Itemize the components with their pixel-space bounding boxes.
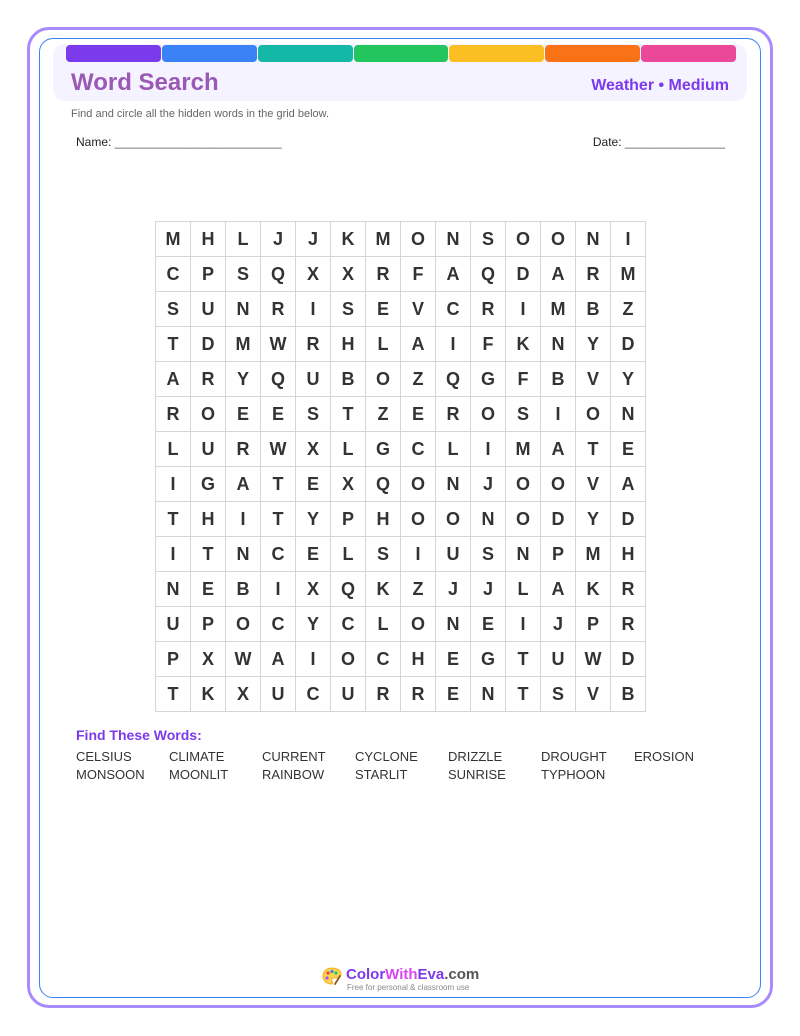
grid-cell[interactable]: E (296, 467, 331, 502)
grid-cell[interactable]: M (156, 222, 191, 257)
brand-tagline: Free for personal & classroom use (347, 983, 470, 992)
grid-cell[interactable]: I (156, 537, 191, 572)
grid-cell[interactable]: S (296, 397, 331, 432)
grid-cell[interactable]: Y (226, 362, 261, 397)
grid-cell[interactable]: I (156, 467, 191, 502)
color-bar-segment (641, 45, 736, 62)
grid-cell[interactable]: O (331, 642, 366, 677)
grid-cell[interactable]: B (611, 677, 646, 712)
grid-cell[interactable]: A (436, 257, 471, 292)
grid-cell[interactable]: D (506, 257, 541, 292)
grid-cell[interactable]: S (541, 677, 576, 712)
grid-cell[interactable]: R (611, 607, 646, 642)
grid-cell[interactable]: B (226, 572, 261, 607)
grid-cell[interactable]: L (331, 432, 366, 467)
grid-cell[interactable]: N (506, 537, 541, 572)
grid-cell[interactable]: C (261, 607, 296, 642)
brand-name: ColorWithEva.com (346, 966, 480, 983)
grid-cell[interactable]: Z (401, 572, 436, 607)
word-list-item: EROSION (634, 749, 694, 764)
grid-cell[interactable]: H (366, 502, 401, 537)
grid-cell[interactable]: T (156, 677, 191, 712)
grid-cell[interactable]: R (366, 677, 401, 712)
grid-cell[interactable]: Y (296, 607, 331, 642)
grid-cell[interactable]: B (541, 362, 576, 397)
color-bar-segment (66, 45, 161, 62)
grid-cell[interactable]: O (471, 397, 506, 432)
instructions-text: Find and circle all the hidden words in the grid below. (71, 108, 330, 120)
grid-cell[interactable]: N (611, 397, 646, 432)
grid-cell[interactable]: N (226, 292, 261, 327)
color-bar-segment (258, 45, 353, 62)
color-bar-segment (545, 45, 640, 62)
grid-cell[interactable]: C (296, 677, 331, 712)
grid-cell[interactable]: A (226, 467, 261, 502)
grid-cell[interactable]: K (191, 677, 226, 712)
grid-cell[interactable]: R (261, 292, 296, 327)
grid-cell[interactable]: J (471, 467, 506, 502)
grid-cell[interactable]: Z (401, 362, 436, 397)
name-blank-line[interactable]: _________________________ (114, 135, 282, 149)
grid-cell[interactable]: W (261, 327, 296, 362)
word-list-item: DROUGHT (541, 749, 607, 764)
grid-cell[interactable]: L (436, 432, 471, 467)
grid-cell[interactable]: R (191, 362, 226, 397)
name-field[interactable] (76, 135, 282, 149)
grid-cell[interactable]: X (226, 677, 261, 712)
grid-cell[interactable]: U (296, 362, 331, 397)
grid-cell[interactable]: Z (366, 397, 401, 432)
date-blank-line[interactable]: _______________ (624, 135, 725, 149)
grid-cell[interactable]: J (436, 572, 471, 607)
grid-cell[interactable]: H (191, 502, 226, 537)
grid-cell[interactable]: I (471, 432, 506, 467)
color-bar-segment (449, 45, 544, 62)
grid-cell[interactable]: U (191, 432, 226, 467)
grid-cell[interactable]: P (541, 537, 576, 572)
grid-cell[interactable]: P (576, 607, 611, 642)
grid-cell[interactable]: A (541, 572, 576, 607)
word-list-item: TYPHOON (541, 767, 606, 782)
grid-cell[interactable]: J (471, 572, 506, 607)
grid-cell[interactable]: T (576, 432, 611, 467)
grid-cell[interactable]: J (296, 222, 331, 257)
word-list-item: MONSOON (76, 767, 145, 782)
grid-cell[interactable]: E (226, 397, 261, 432)
word-list-item: CURRENT (262, 749, 326, 764)
word-search-grid (155, 221, 646, 712)
grid-cell[interactable]: S (366, 537, 401, 572)
grid-cell[interactable]: N (436, 467, 471, 502)
word-list-item: RAINBOW (262, 767, 325, 782)
grid-cell[interactable]: T (506, 677, 541, 712)
grid-cell[interactable]: Q (471, 257, 506, 292)
grid-cell[interactable]: L (366, 327, 401, 362)
grid-cell[interactable]: R (366, 257, 401, 292)
grid-cell[interactable]: G (366, 432, 401, 467)
grid-cell[interactable]: C (261, 537, 296, 572)
grid-cell[interactable]: E (436, 677, 471, 712)
grid-cell[interactable]: Z (611, 292, 646, 327)
grid-cell[interactable]: U (331, 677, 366, 712)
grid-cell[interactable]: F (506, 362, 541, 397)
grid-cell[interactable]: S (156, 292, 191, 327)
grid-cell[interactable]: S (331, 292, 366, 327)
grid-cell[interactable]: A (401, 327, 436, 362)
grid-cell[interactable]: I (401, 537, 436, 572)
grid-cell[interactable]: Q (436, 362, 471, 397)
grid-cell[interactable]: H (191, 222, 226, 257)
grid-cell[interactable]: O (401, 502, 436, 537)
grid-cell[interactable]: V (401, 292, 436, 327)
grid-cell[interactable]: S (226, 257, 261, 292)
grid-cell[interactable]: I (611, 222, 646, 257)
grid-cell[interactable]: V (576, 467, 611, 502)
grid-cell[interactable]: M (611, 257, 646, 292)
grid-cell[interactable]: J (541, 607, 576, 642)
grid-cell[interactable]: O (401, 222, 436, 257)
word-list-item: SUNRISE (448, 767, 506, 782)
grid-cell[interactable]: O (191, 397, 226, 432)
grid-cell[interactable]: S (471, 222, 506, 257)
grid-cell[interactable]: O (506, 502, 541, 537)
palette-icon (322, 967, 342, 985)
word-list-heading: Find These Words: (76, 727, 202, 743)
grid-cell[interactable]: G (191, 467, 226, 502)
grid-cell[interactable]: V (576, 362, 611, 397)
grid-cell[interactable]: R (156, 397, 191, 432)
grid-cell[interactable]: D (191, 327, 226, 362)
grid-cell[interactable]: O (506, 222, 541, 257)
grid-cell[interactable]: P (331, 502, 366, 537)
word-list-item: STARLIT (355, 767, 408, 782)
grid-cell[interactable]: N (436, 222, 471, 257)
grid-cell[interactable]: W (226, 642, 261, 677)
grid-cell[interactable]: D (611, 642, 646, 677)
grid-cell[interactable]: I (226, 502, 261, 537)
grid-cell[interactable]: H (401, 642, 436, 677)
grid-cell[interactable]: R (576, 257, 611, 292)
word-list-item: CYCLONE (355, 749, 418, 764)
date-label: Date: (592, 135, 622, 149)
grid-cell[interactable]: K (576, 572, 611, 607)
grid-cell[interactable]: U (261, 677, 296, 712)
grid-cell[interactable]: C (366, 642, 401, 677)
grid-cell[interactable]: F (471, 327, 506, 362)
grid-cell[interactable]: B (331, 362, 366, 397)
grid-cell[interactable]: Y (296, 502, 331, 537)
grid-cell[interactable]: R (226, 432, 261, 467)
grid-cell[interactable]: K (331, 222, 366, 257)
grid-cell[interactable]: L (331, 537, 366, 572)
grid-cell[interactable]: X (296, 572, 331, 607)
grid-cell[interactable]: C (401, 432, 436, 467)
grid-cell[interactable]: I (541, 397, 576, 432)
grid-cell[interactable]: X (331, 467, 366, 502)
grid-cell[interactable]: M (576, 537, 611, 572)
grid-cell[interactable]: Q (261, 257, 296, 292)
grid-cell[interactable]: F (401, 257, 436, 292)
grid-cell[interactable]: E (401, 397, 436, 432)
grid-cell[interactable]: O (401, 467, 436, 502)
grid-cell[interactable]: U (541, 642, 576, 677)
grid-cell[interactable]: T (261, 502, 296, 537)
grid-cell[interactable]: R (471, 292, 506, 327)
grid-cell[interactable]: S (471, 537, 506, 572)
grid-cell[interactable]: M (541, 292, 576, 327)
grid-cell[interactable]: W (576, 642, 611, 677)
grid-cell[interactable]: L (506, 572, 541, 607)
grid-cell[interactable]: E (191, 572, 226, 607)
grid-cell[interactable]: M (506, 432, 541, 467)
theme-difficulty-tag: Weather • Medium (591, 77, 729, 94)
grid-cell[interactable]: X (191, 642, 226, 677)
grid-cell[interactable]: C (436, 292, 471, 327)
grid-cell[interactable]: W (261, 432, 296, 467)
grid-cell[interactable]: P (191, 607, 226, 642)
grid-cell[interactable]: L (366, 607, 401, 642)
grid-cell[interactable]: E (436, 642, 471, 677)
grid-cell[interactable]: K (366, 572, 401, 607)
grid-cell[interactable]: E (296, 537, 331, 572)
grid-cell[interactable]: R (611, 572, 646, 607)
grid-cell[interactable]: E (611, 432, 646, 467)
grid-cell[interactable]: M (366, 222, 401, 257)
grid-cell[interactable]: I (261, 572, 296, 607)
word-list-item: MOONLIT (169, 767, 229, 782)
grid-cell[interactable]: A (156, 362, 191, 397)
grid-cell[interactable]: N (436, 607, 471, 642)
grid-cell[interactable]: G (471, 362, 506, 397)
grid-cell[interactable]: D (611, 327, 646, 362)
grid-cell[interactable]: D (541, 502, 576, 537)
grid-cell[interactable]: Q (261, 362, 296, 397)
color-bar-segment (354, 45, 449, 62)
page-title: Word Search (71, 69, 219, 96)
grid-cell[interactable]: X (296, 257, 331, 292)
grid-cell[interactable]: R (401, 677, 436, 712)
grid-cell[interactable]: A (541, 432, 576, 467)
date-field[interactable] (593, 135, 725, 149)
grid-cell[interactable]: I (506, 292, 541, 327)
grid-cell[interactable]: N (541, 327, 576, 362)
grid-cell[interactable]: I (296, 292, 331, 327)
grid-cell[interactable]: E (261, 397, 296, 432)
grid-cell[interactable]: X (296, 432, 331, 467)
grid-cell[interactable]: A (261, 642, 296, 677)
grid-cell[interactable]: N (156, 572, 191, 607)
grid-cell[interactable]: C (331, 607, 366, 642)
grid-cell[interactable]: J (261, 222, 296, 257)
grid-cell[interactable]: O (541, 222, 576, 257)
grid-cell[interactable]: U (191, 292, 226, 327)
grid-cell[interactable]: L (156, 432, 191, 467)
word-list-item: DRIZZLE (448, 749, 503, 764)
grid-cell[interactable]: G (471, 642, 506, 677)
grid-cell[interactable]: N (471, 677, 506, 712)
grid-cell[interactable]: N (226, 537, 261, 572)
color-bar-segment (162, 45, 257, 62)
grid-cell[interactable]: Y (576, 327, 611, 362)
grid-cell[interactable]: I (296, 642, 331, 677)
grid-cell[interactable]: C (156, 257, 191, 292)
grid-cell[interactable]: N (576, 222, 611, 257)
grid-cell[interactable]: Y (576, 502, 611, 537)
grid-cell[interactable]: Q (331, 572, 366, 607)
grid-cell[interactable]: K (506, 327, 541, 362)
grid-cell[interactable]: X (331, 257, 366, 292)
grid-cell[interactable]: O (576, 397, 611, 432)
grid-cell[interactable]: T (331, 397, 366, 432)
grid-cell[interactable]: B (576, 292, 611, 327)
grid-cell[interactable]: T (191, 537, 226, 572)
grid-cell[interactable]: T (261, 467, 296, 502)
grid-cell[interactable]: I (436, 327, 471, 362)
grid-cell[interactable]: O (226, 607, 261, 642)
grid-cell[interactable]: D (611, 502, 646, 537)
grid-cell[interactable]: I (506, 607, 541, 642)
name-label: Name: (76, 135, 112, 149)
grid-cell[interactable]: Y (611, 362, 646, 397)
grid-cell[interactable]: T (156, 327, 191, 362)
word-list-item: CLIMATE (169, 749, 225, 764)
grid-cell[interactable]: E (471, 607, 506, 642)
grid-cell[interactable]: R (436, 397, 471, 432)
grid-cell[interactable]: P (156, 642, 191, 677)
grid-cell[interactable]: U (436, 537, 471, 572)
grid-cell[interactable]: U (156, 607, 191, 642)
word-list-item: CELSIUS (76, 749, 132, 764)
grid-cell[interactable]: Q (366, 467, 401, 502)
grid-cell[interactable]: S (506, 397, 541, 432)
grid-cell[interactable]: O (541, 467, 576, 502)
word-list (76, 749, 727, 782)
grid-cell[interactable]: V (576, 677, 611, 712)
grid-cell[interactable]: P (191, 257, 226, 292)
grid-cell[interactable]: T (506, 642, 541, 677)
grid-cell[interactable]: L (226, 222, 261, 257)
grid-cell[interactable]: N (471, 502, 506, 537)
grid-cell[interactable]: A (541, 257, 576, 292)
grid-cell[interactable]: O (401, 607, 436, 642)
grid-cell[interactable]: O (366, 362, 401, 397)
grid-cell[interactable]: O (436, 502, 471, 537)
grid-cell[interactable]: T (156, 502, 191, 537)
grid-cell[interactable]: O (506, 467, 541, 502)
footer-branding (322, 966, 492, 996)
rainbow-color-bar (66, 45, 736, 62)
grid-cell[interactable]: M (226, 327, 261, 362)
grid-cell[interactable]: R (296, 327, 331, 362)
grid-cell[interactable]: A (611, 467, 646, 502)
grid-cell[interactable]: H (611, 537, 646, 572)
grid-cell[interactable]: H (331, 327, 366, 362)
grid-cell[interactable]: E (366, 292, 401, 327)
